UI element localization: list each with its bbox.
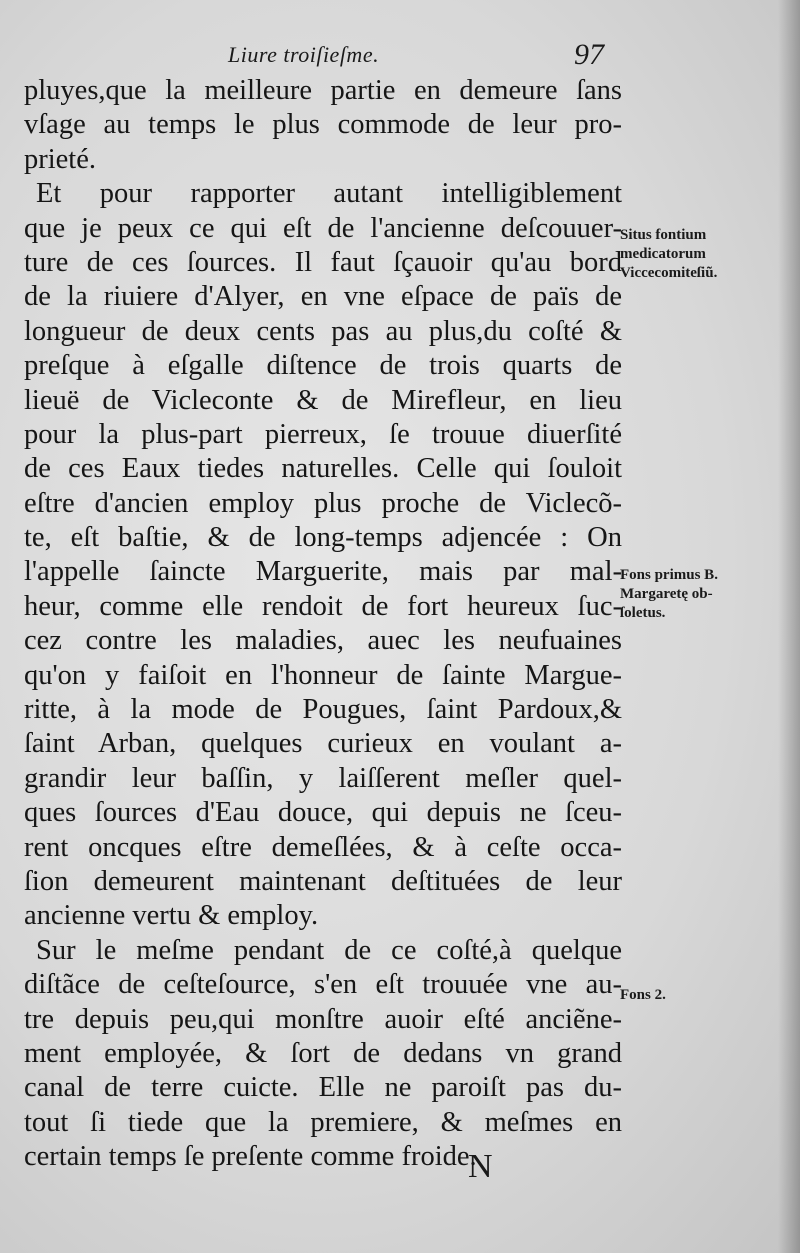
text-line: eſtre d'ancien employ plus proche de Viclecõ- bbox=[24, 487, 622, 519]
margin-note-fons-2 bbox=[620, 986, 780, 1005]
text-line: qu'on y faiſoit en l'honneur de ſainte Margue- bbox=[24, 659, 622, 691]
margin-note-line: Fons 2. bbox=[620, 987, 666, 1003]
text-line: de ces Eaux tiedes naturelles. Celle qui ſouloit bbox=[24, 453, 622, 485]
margin-note-line: Fons primus B. bbox=[620, 567, 718, 583]
margin-note-line: Viccecomiteſiũ. bbox=[620, 265, 718, 281]
page-header bbox=[0, 38, 640, 78]
text-line: longueur de deux cents pas au plus,du coſté & bbox=[24, 315, 622, 347]
text-line: ſion demeurent maintenant deſtituées de leur bbox=[24, 865, 622, 897]
text-line: tout ſi tiede que la premiere, & meſmes en bbox=[24, 1106, 622, 1138]
margin-note-fons-primus bbox=[620, 566, 780, 623]
text-line: l'appelle ſaincte Marguerite, mais par mal- bbox=[24, 556, 622, 588]
running-head: Liure troiſieſme. bbox=[228, 42, 380, 67]
text-line: que je peux ce qui eſt de l'ancienne deſcouuer- bbox=[24, 212, 622, 244]
text-line: ritte, à la mode de Pougues, ſaint Pardoux,& bbox=[24, 694, 622, 726]
text-line: te, eſt baſtie, & de long-temps adjencée : On bbox=[24, 522, 622, 554]
text-line: vſage au temps le plus commode de leur pro- bbox=[24, 109, 622, 141]
margin-note-line: medicatorum bbox=[620, 246, 706, 262]
text-line: canal de terre cuicte. Elle ne paroiſt pas du- bbox=[24, 1072, 622, 1104]
margin-note-line: ſoletus. bbox=[620, 605, 666, 621]
text-line: pluyes,que la meilleure partie en demeure ſans bbox=[24, 75, 622, 106]
text-line: ancienne vertu & employ. bbox=[24, 900, 319, 932]
text-line: ment employée, & ſort de dedans vn grand bbox=[24, 1037, 622, 1069]
text-line: pour la plus-part pierreux, ſe trouue diuerſité bbox=[24, 418, 622, 450]
text-line: preſque à eſgalle diſtence de trois quarts de bbox=[24, 350, 622, 382]
text-line: tre depuis peu,qui monſtre auoir eſté anciẽne- bbox=[24, 1003, 622, 1035]
text-line: ture de ces ſources. Il faut ſçauoir qu'au bord bbox=[24, 246, 622, 278]
text-line: certain temps ſe preſente comme froide. bbox=[24, 1141, 477, 1173]
margin-note-line: Situs fontium bbox=[620, 227, 707, 243]
margin-note-line: Margaretę ob- bbox=[620, 586, 713, 602]
page-number: 97 bbox=[574, 38, 604, 71]
paragraph-start-line: Et pour rapporter autant intelligiblement bbox=[36, 178, 622, 210]
text-line: diſtãce de ceſteſource, s'en eſt trouuée vne au- bbox=[24, 969, 622, 1001]
text-line: heur, comme elle rendoit de fort heureux ſuc- bbox=[24, 590, 622, 622]
text-line: cez contre les maladies, auec les neufuaines bbox=[24, 625, 622, 657]
signature-mark: N bbox=[468, 1148, 493, 1185]
text-line: rent oncques eſtre demeſlées, & à ceſte occa- bbox=[24, 831, 622, 863]
main-text-block bbox=[24, 74, 622, 1175]
text-line: de la riuiere d'Alyer, en vne eſpace de païs de bbox=[24, 281, 622, 313]
text-line: ſaint Arban, quelques curieux en voulant a- bbox=[24, 728, 622, 760]
text-line: grandir leur baſſin, y laiſſerent meſler quel- bbox=[24, 762, 622, 794]
paragraph-start-line: Sur le meſme pendant de ce coſté,à quelque bbox=[36, 934, 622, 966]
text-line: prieté. bbox=[24, 143, 97, 175]
text-line: lieuë de Vicleconte & de Mirefleur, en lieu bbox=[24, 384, 622, 416]
margin-note-situs bbox=[620, 226, 780, 283]
page-edge-shadow bbox=[778, 0, 800, 1253]
text-line: ques ſources d'Eau douce, qui depuis ne ſceu- bbox=[24, 797, 622, 829]
